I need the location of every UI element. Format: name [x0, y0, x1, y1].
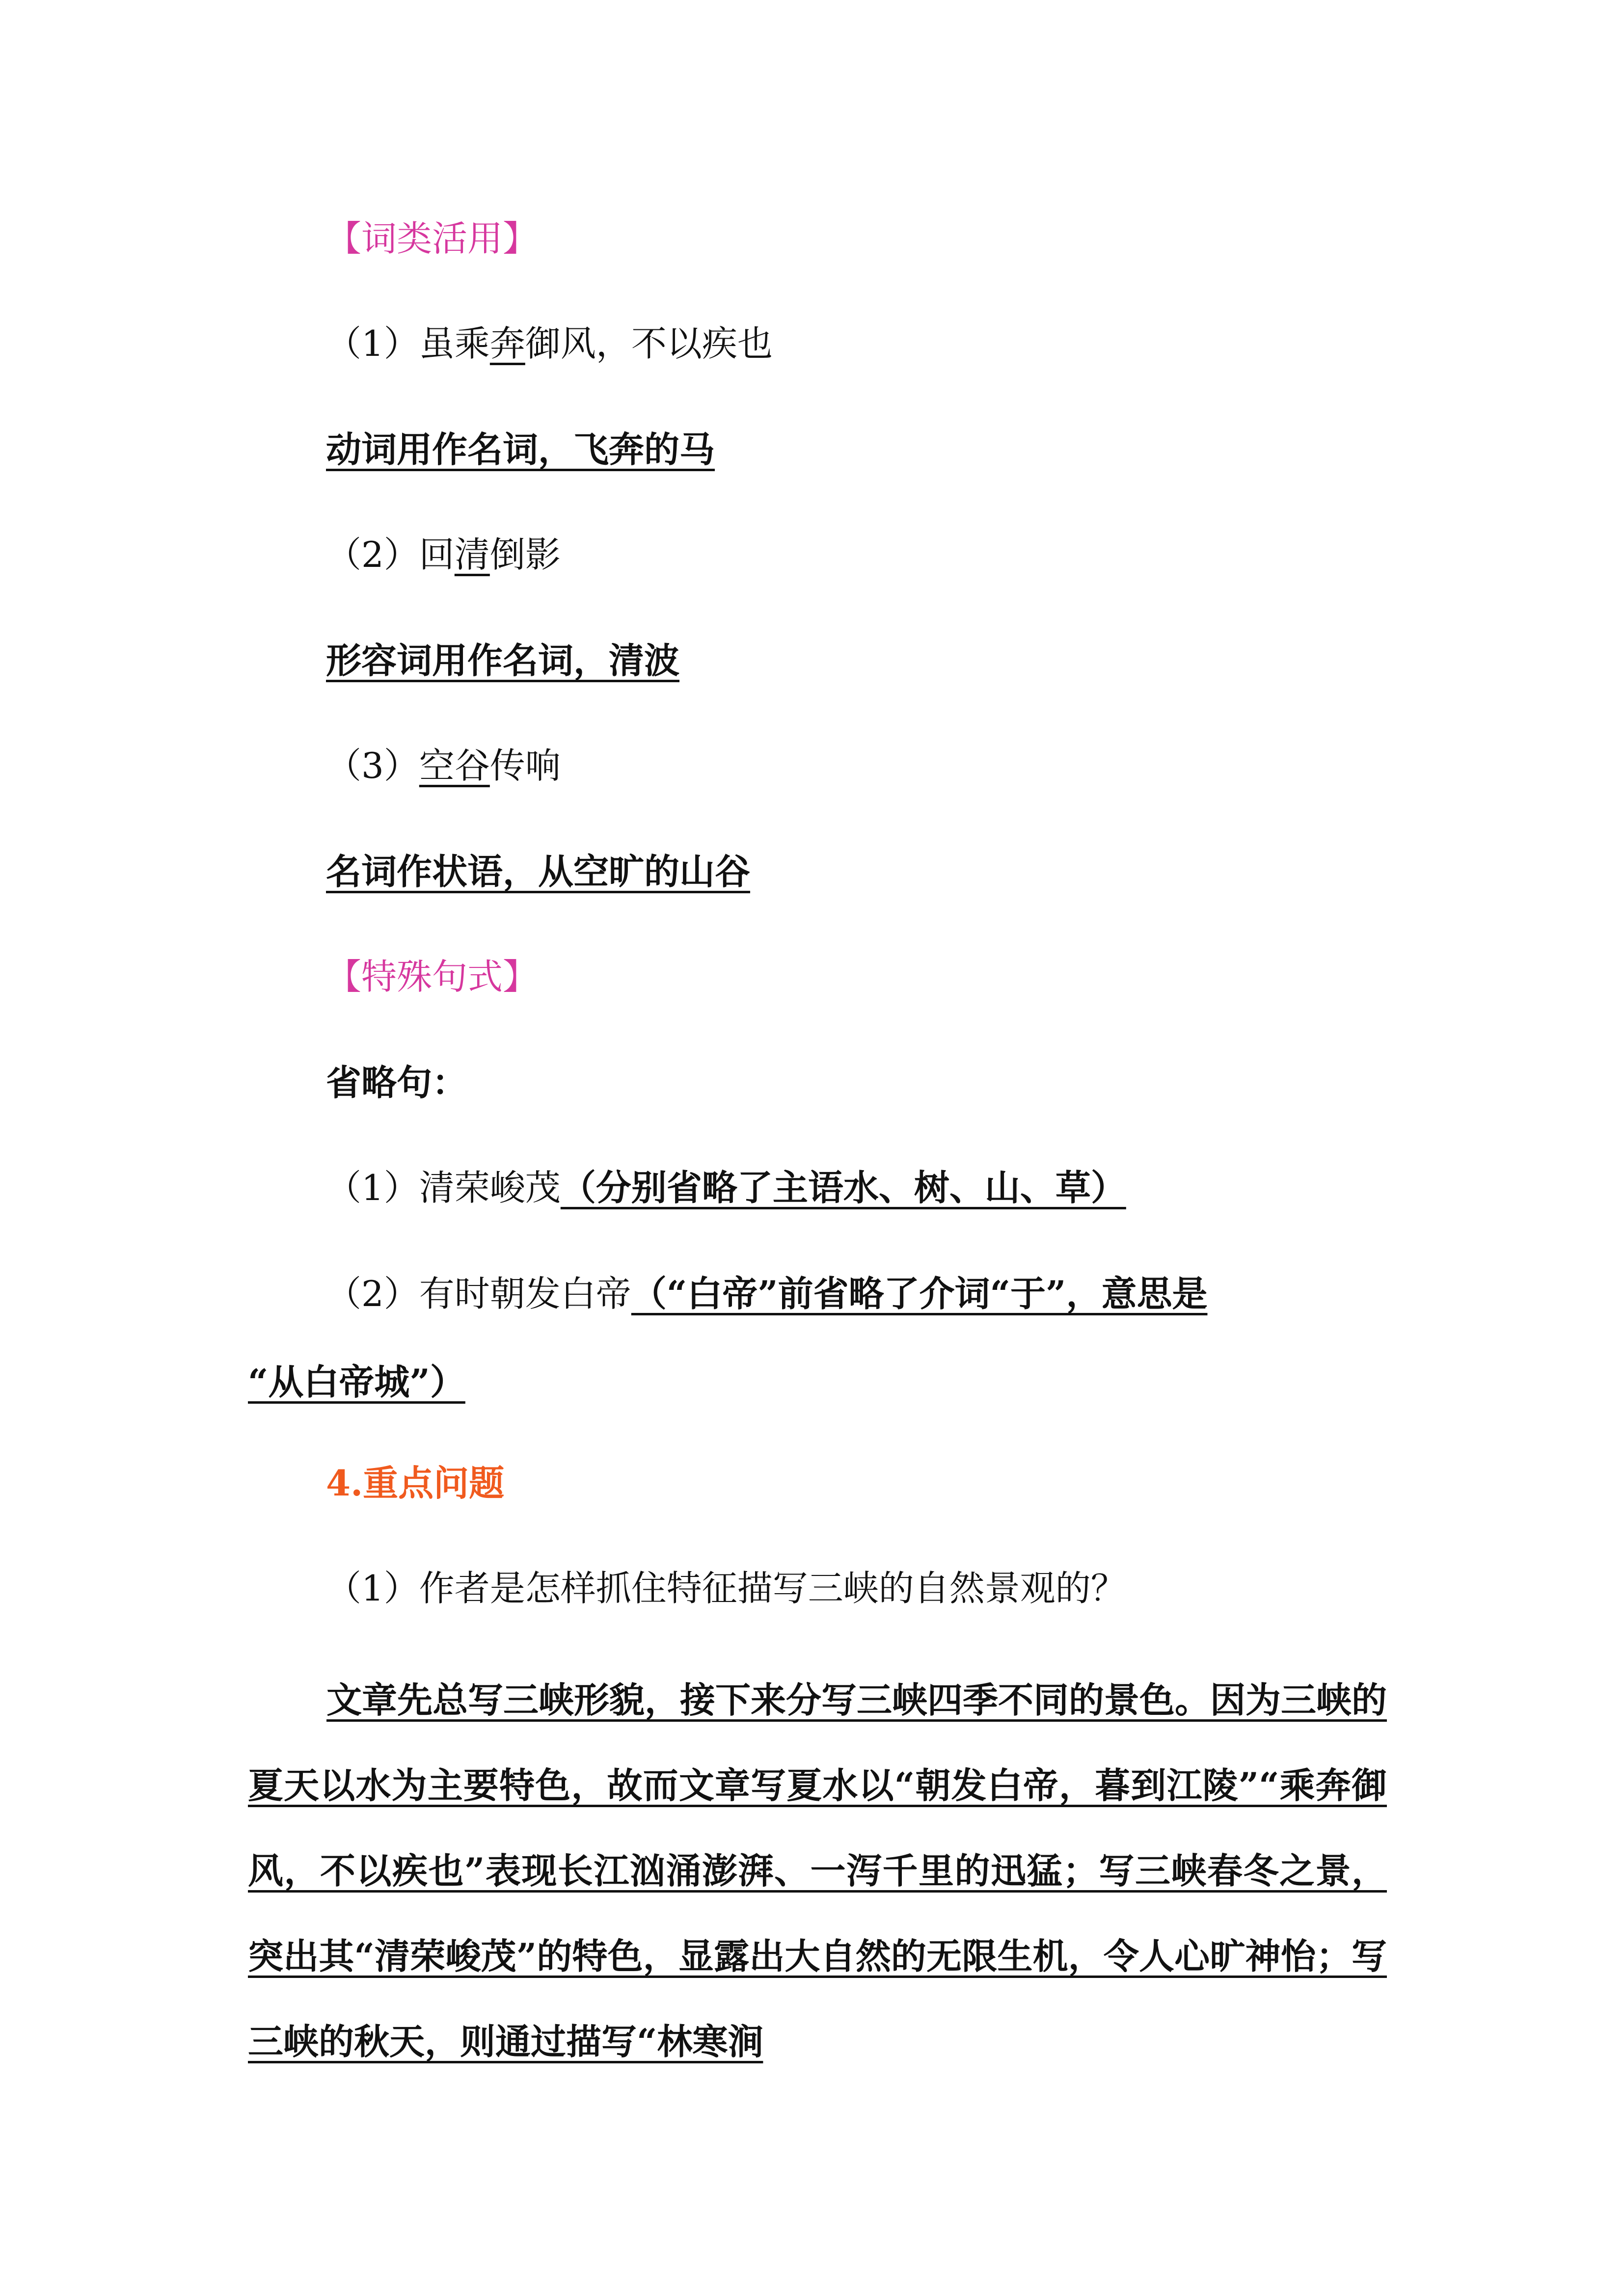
word-class-item-3: （3）空谷传响 — [326, 745, 561, 786]
word-class-answer-1: 动词用作名词，飞奔的马 — [326, 428, 715, 470]
omission-note: （分别省略了主语水、树、山、草） — [560, 1167, 1126, 1208]
key-word: 奔 — [489, 323, 525, 364]
heading-special-sentence: 【特殊句式】 — [326, 956, 539, 997]
heading-key-questions: 4.重点问题 — [326, 1462, 505, 1504]
word-class-item-1: （1）虽乘奔御风，不以疾也 — [326, 323, 773, 364]
sentence-type-label: 省略句： — [326, 1062, 468, 1103]
omission-note: （“白帝”前省略了介词“于”，意思是 — [631, 1273, 1208, 1314]
key-word: 清 — [454, 534, 490, 575]
key-word: 空谷 — [419, 745, 490, 786]
special-sentence-item-1: （1）清荣峻茂（分别省略了主语水、树、山、草） — [326, 1167, 1126, 1208]
omission-note-continued: “从白帝城”） — [248, 1361, 465, 1403]
special-sentence-item-2: （2）有时朝发白帝（“白帝”前省略了介词“于”，意思是 — [326, 1273, 1208, 1314]
key-question-answer: 文章先总写三峡形貌，接下来分写三峡四季不同的景色。因为三峡的夏天以水为主要特色，故而文章写夏水以“朝发白帝，暮到江陵”“乘奔御风，不以疾也”表现长江汹涌澎湃、一泻千里的迅猛；写三峡春冬之景，突出其“清荣峻茂”的特色，显露出大自然的无限生机，令人心旷神怡；写三峡的秋天，则通过描写“林寒涧 — [248, 1679, 1387, 2062]
heading-word-class: 【词类活用】 — [326, 218, 539, 259]
word-class-item-2: （2）回清倒影 — [326, 534, 561, 575]
word-class-answer-2: 形容词用作名词，清波 — [326, 640, 680, 681]
key-question-1: （1）作者是怎样抓住特征描写三峡的自然景观的？ — [326, 1568, 1126, 1609]
word-class-answer-3: 名词作状语，从空旷的山谷 — [326, 851, 751, 892]
